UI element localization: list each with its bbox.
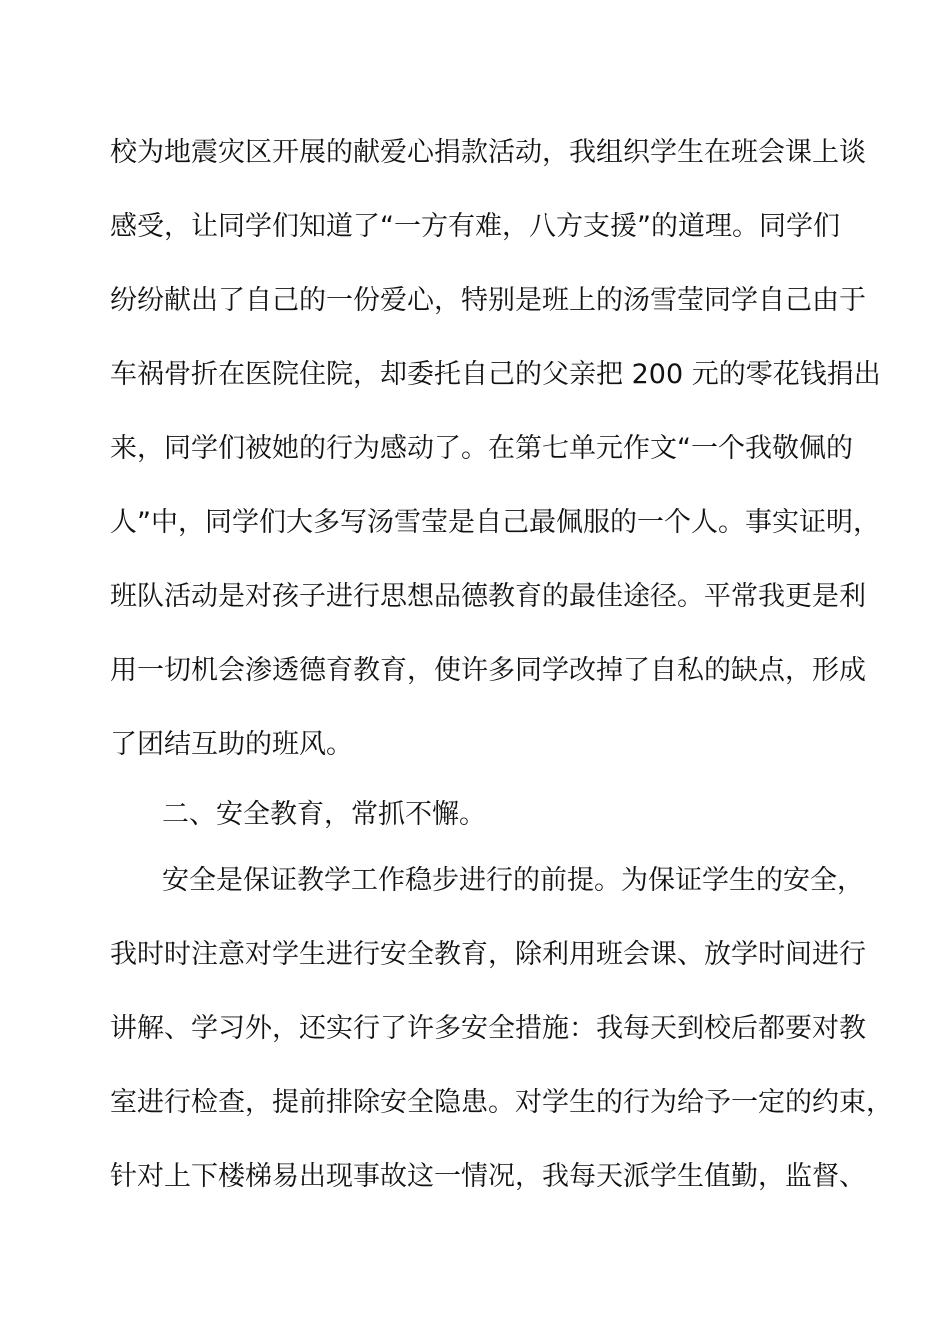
paragraph-line: 纷纷献出了自己的一份爱心，特别是班上的汤雪莹同学自己由于: [110, 285, 866, 316]
paragraph-line: 针对上下楼梯易出现事故这一情况，我每天派学生值勤，监督、: [110, 1161, 866, 1192]
paragraph-line: 感受，让同学们知道了“一方有难，八方支援”的道理。同学们: [110, 211, 840, 242]
paragraph-line: 我时时注意对学生进行安全教育，除利用班会课、放学时间进行: [110, 939, 866, 970]
section-heading: 二、安全教育，常抓不懈。: [162, 799, 486, 830]
paragraph-line: 校为地震灾区开展的献爱心捐款活动，我组织学生在班会课上谈: [110, 137, 866, 168]
paragraph-line: 用一切机会渗透德育教育，使许多同学改掉了自私的缺点，形成: [110, 655, 866, 686]
paragraph-line: 室进行检查，提前排除安全隐患。对学生的行为给予一定的约束，: [110, 1087, 893, 1118]
paragraph-line: 来，同学们被她的行为感动了。在第七单元作文“一个我敬佩的: [110, 433, 853, 464]
paragraph-line: 安全是保证教学工作稳步进行的前提。为保证学生的安全，: [162, 865, 864, 896]
paragraph-line: 人”中，同学们大多写汤雪莹是自己最佩服的一个人。事实证明，: [110, 507, 880, 538]
paragraph-line: 车祸骨折在医院住院，却委托自己的父亲把 200 元的零花钱捐出: [110, 359, 881, 390]
paragraph-line: 班队活动是对孩子进行思想品德教育的最佳途径。平常我更是利: [110, 581, 866, 612]
paragraph-line: 了团结互助的班风。: [110, 729, 353, 760]
paragraph-line: 讲解、学习外，还实行了许多安全措施：我每天到校后都要对教: [110, 1013, 866, 1044]
